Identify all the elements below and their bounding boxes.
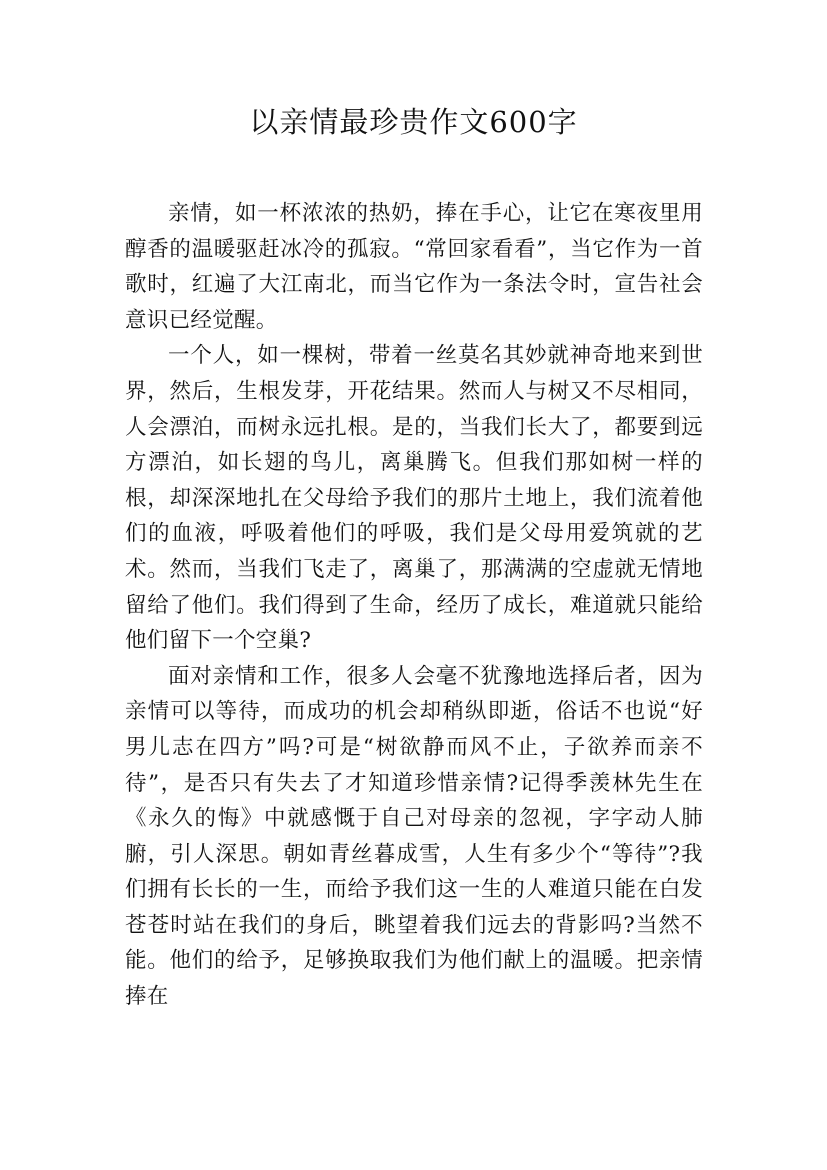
paragraph: 面对亲情和工作，很多人会毫不犹豫地选择后者，因为亲情可以等待，而成功的机会却稍纵即逝，俗话不也说“好男儿志在四方”吗?可是“树欲静而风不止，子欲养而亲不待”，是否只有失去了才知道珍惜亲情?记得季羡林先生在《永久的悔》中就感慨于自己对母亲的忽视，字字动人肺腑，引人深思。朝如青丝暮成雪，人生有多少个“等待”?我们拥有长长的一生，而给予我们这一生的人难道只能在白发苍苍时站在我们的身后，眺望着我们远去的背影吗?当然不能。他们的给予，足够换取我们为他们献上的温暖。把亲情捧在 <box>125 663 703 1010</box>
document-body <box>125 196 703 1015</box>
paragraph: 一个人，如一棵树，带着一丝莫名其妙就神奇地来到世界，然后，生根发芽，开花结果。然而人与树又不尽相同，人会漂泊，而树永远扎根。是的，当我们长大了，都要到远方漂泊，如长翅的鸟儿，离巢腾飞。但我们那如树一样的根，却深深地扎在父母给予我们的那片土地上，我们流着他们的血液，呼吸着他们的呼吸，我们是父母用爱筑就的艺术。然而，当我们飞走了，离巢了，那满满的空虚就无情地留给了他们。我们得到了生命，经历了成长，难道就只能给他们留下一个空巢? <box>125 343 703 654</box>
paragraph: 亲情，如一杯浓浓的热奶，捧在手心，让它在寒夜里用醇香的温暖驱赶冰冷的孤寂。“常回家看看”，当它作为一首歌时，红遍了大江南北，而当它作为一条法令时，宣告社会意识已经觉醒。 <box>125 201 703 333</box>
document-title: 以亲情最珍贵作文600字 <box>249 105 578 139</box>
